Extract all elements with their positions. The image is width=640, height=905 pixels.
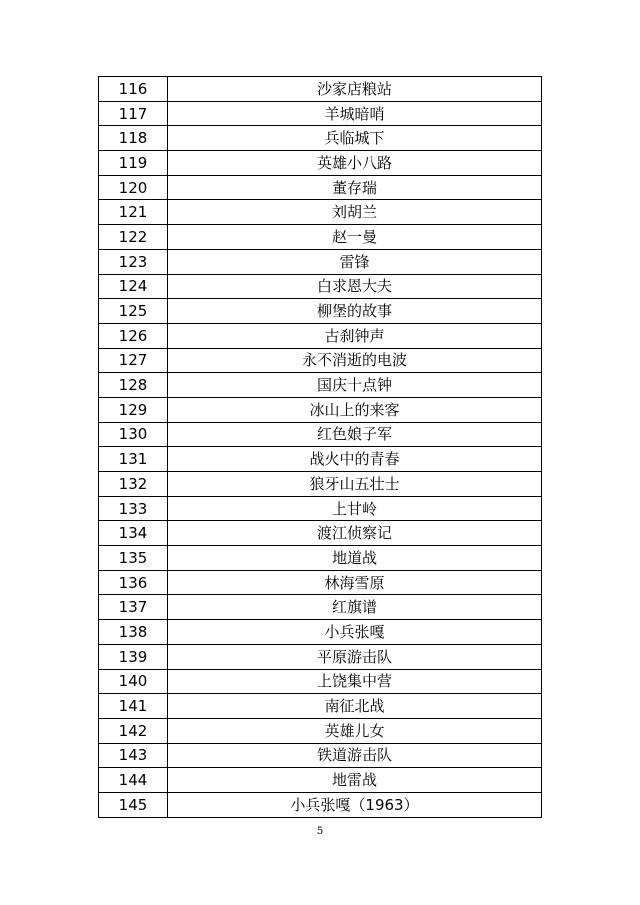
film-list-body [99,77,542,818]
film-title-cell: 永不消逝的电波 [168,348,542,373]
row-number-cell: 122 [99,225,168,250]
film-title-cell: 沙家店粮站 [168,77,542,102]
film-title-cell: 战火中的青春 [168,447,542,472]
film-title-cell: 林海雪原 [168,570,542,595]
table-row [99,299,542,324]
table-row [99,225,542,250]
table-row [99,620,542,645]
film-title-cell: 地雷战 [168,768,542,793]
row-number-cell: 141 [99,694,168,719]
film-title-cell: 渡江侦察记 [168,521,542,546]
table-row [99,694,542,719]
table-row [99,496,542,521]
film-title-cell: 柳堡的故事 [168,299,542,324]
page-number: 5 [316,826,324,837]
film-title-cell: 小兵张嘎（1963） [168,792,542,817]
film-title-cell: 上甘岭 [168,496,542,521]
row-number-cell: 117 [99,101,168,126]
row-number-cell: 144 [99,768,168,793]
row-number-cell: 120 [99,175,168,200]
table-row [99,669,542,694]
film-title-cell: 狼牙山五壮士 [168,472,542,497]
film-title-cell: 上饶集中营 [168,669,542,694]
table-row [99,521,542,546]
table-row [99,101,542,126]
table-row [99,249,542,274]
row-number-cell: 135 [99,546,168,571]
film-title-cell: 国庆十点钟 [168,373,542,398]
row-number-cell: 126 [99,323,168,348]
table-row [99,373,542,398]
film-title-cell: 刘胡兰 [168,200,542,225]
film-title-cell: 雷锋 [168,249,542,274]
film-title-cell: 赵一曼 [168,225,542,250]
row-number-cell: 132 [99,472,168,497]
table-row [99,151,542,176]
table-row [99,743,542,768]
table-row [99,323,542,348]
film-title-cell: 古刹钟声 [168,323,542,348]
film-title-cell: 南征北战 [168,694,542,719]
table-row [99,77,542,102]
row-number-cell: 143 [99,743,168,768]
table-row [99,397,542,422]
film-title-cell: 白求恩大夫 [168,274,542,299]
film-title-cell: 地道战 [168,546,542,571]
row-number-cell: 125 [99,299,168,324]
film-title-cell: 红旗谱 [168,595,542,620]
film-title-cell: 羊城暗哨 [168,101,542,126]
row-number-cell: 137 [99,595,168,620]
table-row [99,472,542,497]
row-number-cell: 134 [99,521,168,546]
row-number-cell: 116 [99,77,168,102]
row-number-cell: 127 [99,348,168,373]
film-title-cell: 冰山上的来客 [168,397,542,422]
film-list-table [98,76,542,818]
table-row [99,644,542,669]
row-number-cell: 123 [99,249,168,274]
film-title-cell: 小兵张嘎 [168,620,542,645]
film-title-cell: 平原游击队 [168,644,542,669]
row-number-cell: 136 [99,570,168,595]
row-number-cell: 145 [99,792,168,817]
row-number-cell: 131 [99,447,168,472]
row-number-cell: 140 [99,669,168,694]
row-number-cell: 142 [99,718,168,743]
row-number-cell: 119 [99,151,168,176]
row-number-cell: 130 [99,422,168,447]
row-number-cell: 124 [99,274,168,299]
table-row [99,570,542,595]
film-title-cell: 兵临城下 [168,126,542,151]
table-row [99,348,542,373]
row-number-cell: 138 [99,620,168,645]
table-row [99,792,542,817]
row-number-cell: 139 [99,644,168,669]
table-row [99,718,542,743]
row-number-cell: 129 [99,397,168,422]
row-number-cell: 128 [99,373,168,398]
table-row [99,126,542,151]
table-row [99,200,542,225]
row-number-cell: 118 [99,126,168,151]
row-number-cell: 133 [99,496,168,521]
film-title-cell: 董存瑞 [168,175,542,200]
film-title-cell: 红色娘子军 [168,422,542,447]
table-row [99,175,542,200]
table-row [99,422,542,447]
film-title-cell: 英雄小八路 [168,151,542,176]
film-title-cell: 铁道游击队 [168,743,542,768]
table-row [99,546,542,571]
row-number-cell: 121 [99,200,168,225]
table-row [99,274,542,299]
film-title-cell: 英雄儿女 [168,718,542,743]
table-row [99,447,542,472]
table-row [99,768,542,793]
table-row [99,595,542,620]
